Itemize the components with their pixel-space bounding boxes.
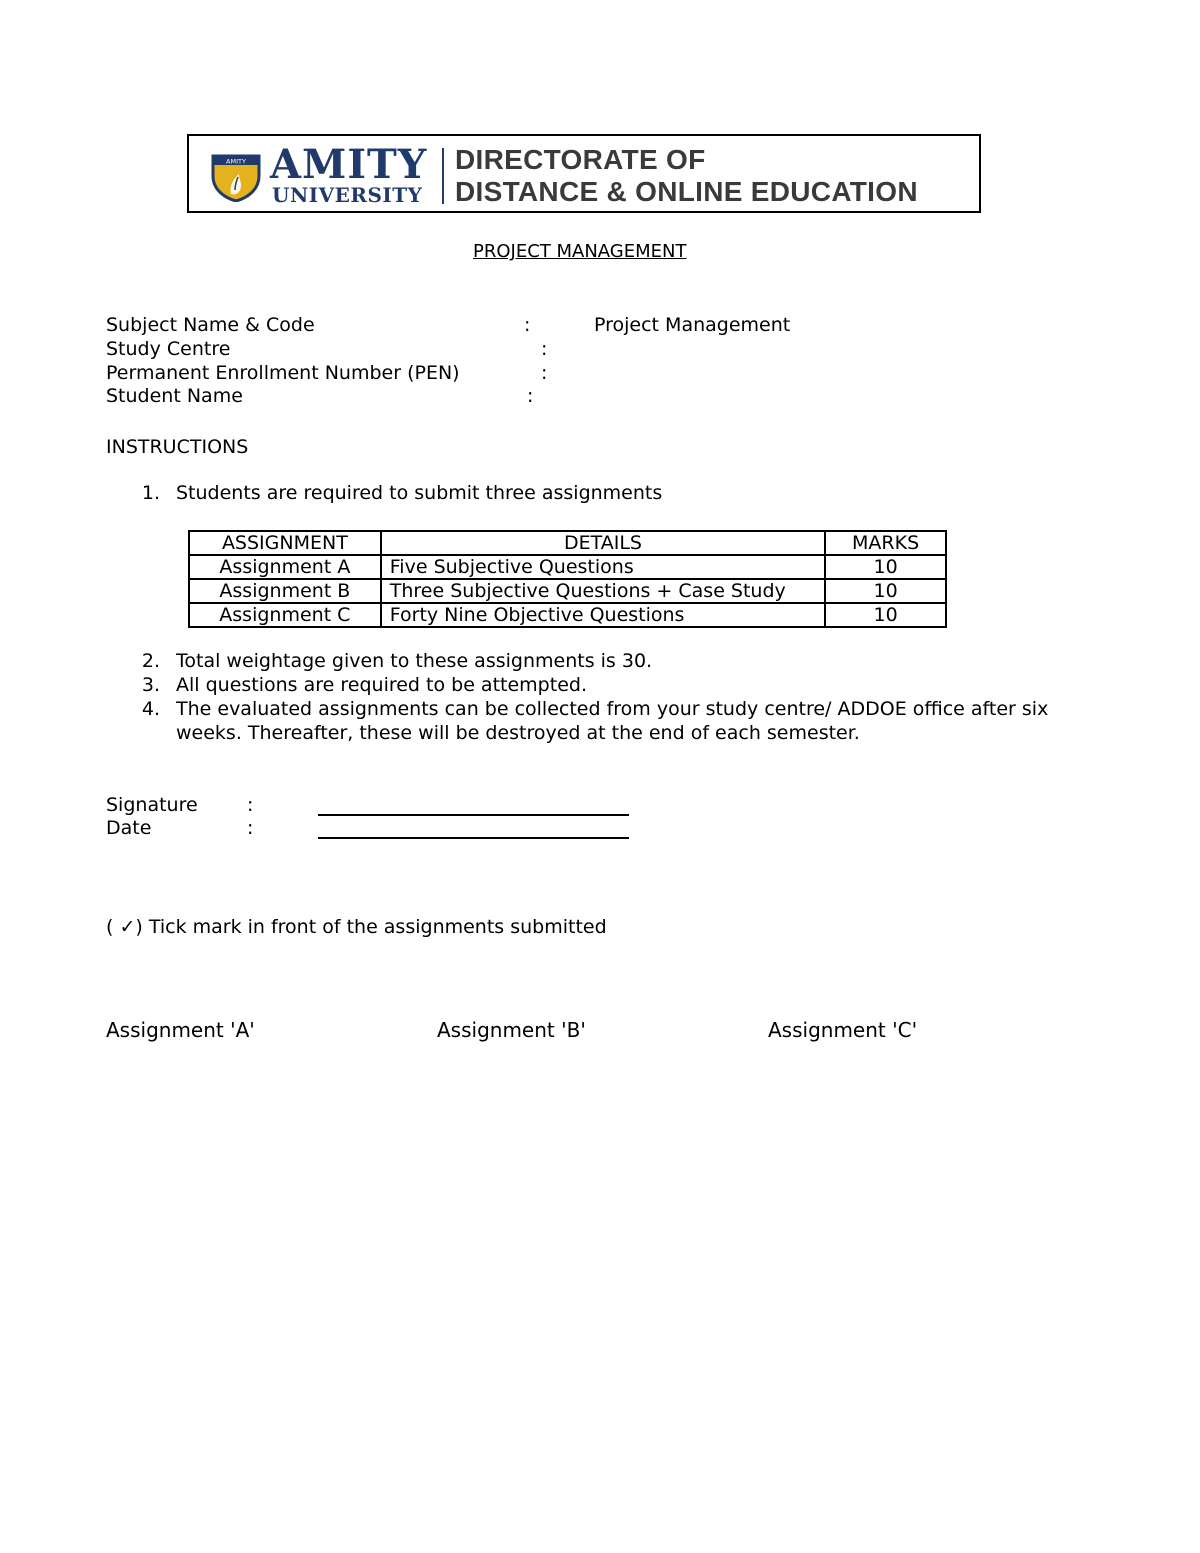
- instruction-number: 2.: [141, 650, 160, 672]
- banner-divider: [442, 148, 444, 204]
- table-row: [189, 555, 946, 579]
- amity-seal-icon: [209, 150, 263, 202]
- table-row: [189, 579, 946, 603]
- info-colon-study-centre: :: [541, 338, 548, 360]
- page-title: PROJECT MANAGEMENT: [473, 241, 687, 262]
- info-label-student-name: Student Name: [106, 385, 243, 407]
- signature-line: [318, 814, 629, 816]
- date-colon: :: [247, 817, 254, 839]
- instruction-text: Total weightage given to these assignments is 30.: [176, 650, 653, 672]
- info-label-pen: Permanent Enrollment Number (PEN): [106, 362, 460, 384]
- seal-text: AMITY: [226, 157, 246, 166]
- info-colon-student-name: :: [527, 385, 534, 407]
- table-row: [189, 603, 946, 627]
- table-cell: Assignment B: [189, 579, 381, 603]
- instruction-text: All questions are required to be attempted.: [176, 674, 587, 696]
- info-colon-subject: :: [524, 314, 531, 336]
- signature-colon: :: [247, 794, 254, 816]
- table-cell: 10: [825, 555, 946, 579]
- table-cell: Assignment C: [189, 603, 381, 627]
- instruction-text-continued: weeks. Thereafter, these will be destroyed at the end of each semester.: [176, 722, 860, 744]
- footer-assignment-b: Assignment 'B': [437, 1018, 586, 1042]
- brand-university: UNIVERSITY: [272, 183, 423, 207]
- table-cell: Five Subjective Questions: [381, 555, 825, 579]
- table-header: ASSIGNMENT: [189, 531, 381, 555]
- instruction-number: 3.: [141, 674, 160, 696]
- table-cell: Assignment A: [189, 555, 381, 579]
- info-value-subject: Project Management: [594, 314, 791, 336]
- date-label: Date: [106, 817, 152, 839]
- table-cell: Forty Nine Objective Questions: [381, 603, 825, 627]
- directorate-line1: DIRECTORATE OF: [455, 144, 706, 175]
- brand-amity: AMITY: [270, 141, 428, 188]
- table-cell: 10: [825, 579, 946, 603]
- footer-assignment-c: Assignment 'C': [768, 1018, 918, 1042]
- signature-label: Signature: [106, 794, 198, 816]
- table-header: DETAILS: [381, 531, 825, 555]
- table-cell: 10: [825, 603, 946, 627]
- date-line: [318, 837, 629, 839]
- header-logo-banner: [187, 134, 981, 213]
- table-header: MARKS: [825, 531, 946, 555]
- footer-assignment-a: Assignment 'A': [106, 1018, 255, 1042]
- tick-instruction: ( ✓) Tick mark in front of the assignments submitted: [106, 916, 607, 938]
- info-label-study-centre: Study Centre: [106, 338, 231, 360]
- info-colon-pen: :: [541, 362, 548, 384]
- info-label-subject: Subject Name & Code: [106, 314, 315, 336]
- instruction-number: 1.: [141, 482, 160, 504]
- directorate-line2: DISTANCE & ONLINE EDUCATION: [455, 176, 918, 207]
- table-header-row: [189, 531, 946, 555]
- instruction-text: Students are required to submit three assignments: [176, 482, 663, 504]
- assignment-table: [188, 530, 947, 628]
- instruction-number: 4.: [141, 698, 160, 720]
- instruction-text: The evaluated assignments can be collected from your study centre/ ADDOE office after six: [176, 698, 1049, 720]
- table-cell: Three Subjective Questions + Case Study: [381, 579, 825, 603]
- instructions-heading: INSTRUCTIONS: [106, 436, 249, 458]
